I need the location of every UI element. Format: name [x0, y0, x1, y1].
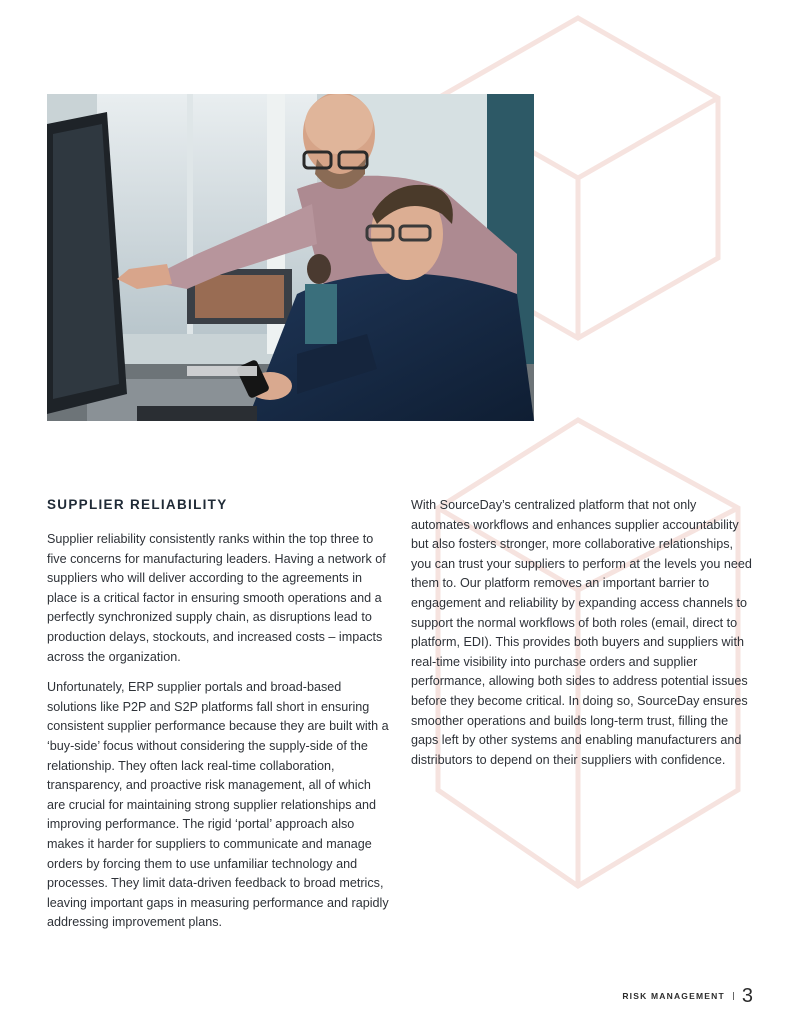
photo-illustration: [47, 94, 534, 421]
left-paragraph-1: Supplier reliability consistently ranks within the top three to five concerns for manufacturing leaders. Having a network of suppliers who will deliver according to the agreements in place is a critical factor in ensuring smooth operations and a perfectly synchronized supply chain, as disruptions lead to production delays, stockouts, and increased costs – impacts across the organization.: [47, 532, 386, 664]
page-number: 3: [741, 985, 753, 1007]
footer-divider: [733, 992, 734, 1000]
section-heading: SUPPLIER RELIABILITY: [47, 497, 228, 512]
right-paragraph-1: With SourceDay’s centralized platform that not only automates workflows and enhances supplier accountability but also fosters stronger, more collaborative relationships, you can trust your suppliers to perform at the levels you need them to. Our platform removes an important barrier to engagement and reliability by expanding access channels to support the normal workflows of both roles (email, direct to platform, EDI). This provides both buyers and suppliers with real-time visibility into purchase orders and supplier performance, allowing both sides to address potential issues before they become critical. In doing so, SourceDay ensures smoother operations and builds long-term trust, filling the gaps left by other systems and enabling manufacturers and distributors to depend on their suppliers with confidence.: [411, 498, 752, 767]
footer-section-label: RISK MANAGEMENT: [622, 991, 725, 1001]
office-photo: [47, 94, 534, 421]
left-paragraph-2: Unfortunately, ERP supplier portals and broad-based solutions like P2P and S2P platforms fall short in ensuring consistent supplier performance because they are built with a ‘buy-side’ focus without considering the supply-side of the relationship. They often lack real-time collaboration, transparency, and proactive risk management, all of which are crucial for maintaining strong supplier relationships and improving performance. The rigid ‘portal’ approach also makes it harder for suppliers to communicate and manage orders by forcing them to use unfamiliar technology and processes. They limit data-driven feedback to broad metrics, leaving important gaps in measuring performance and rapidly addressing improvement plans.: [47, 680, 389, 930]
left-column: [47, 497, 392, 944]
page-footer: [622, 986, 753, 1006]
right-column: [411, 497, 756, 781]
